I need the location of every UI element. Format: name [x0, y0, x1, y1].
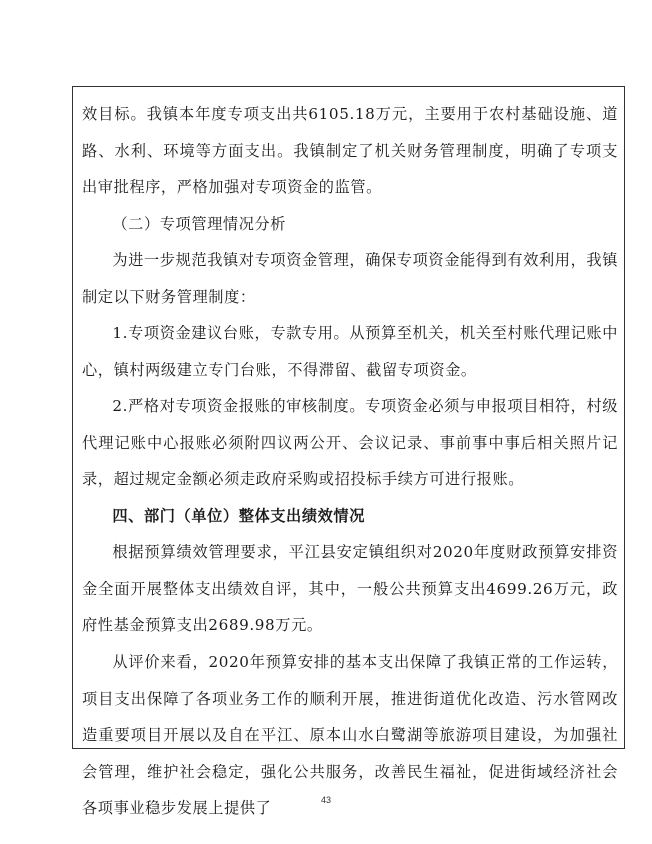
paragraph-3: 根据预算绩效管理要求，平江县安定镇组织对2020年度财政预算安排资金全面开展整体支出绩效自评，其中，一般公共预算支出4699.26万元，政府性基金预算支出2689.98万元。 [82, 543, 618, 635]
paragraph-item-1: 1.专项资金建议台账，专款专用。从预算至机关，机关至村账代理记账中心，镇村两级建立专门台账，不得滞留、截留专项资金。 [82, 324, 618, 379]
paragraph-item-2: 2.严格对专项资金报账的审核制度。专项资金必须与申报项目相符，村级代理记账中心报账必须附四议两公开、会议记录、事前事中事后相关照片记录，超过规定金额必须走政府采购或招投标手续方可进行报账。 [82, 397, 618, 489]
section-heading-4: 四、部门（单位）整体支出绩效情况 [112, 507, 365, 525]
paragraph-1: 效目标。我镇本年度专项支出共6105.18万元，主要用于农村基础设施、道路、水利、环境等方面支出。我镇制定了机关财务管理制度，明确了专项支出审批程序，严格加强对专项资金的监管。 [82, 105, 618, 197]
paragraph-2: 为进一步规范我镇对专项资金管理，确保专项资金能得到有效利用，我镇制定以下财务管理制度： [82, 251, 618, 306]
section-heading-2: （二）专项管理情况分析 [112, 215, 287, 233]
paragraph-4: 从评价来看，2020年预算安排的基本支出保障了我镇正常的工作运转，项目支出保障了各项业务工作的顺利开展，推进街道优化改造、污水管网改造重要项目开展以及自在平江、原本山水白鹭湖等旅游项目建设，为加强社会管理，维护社会稳定，强化公共服务，改善民生福祉，促进街域经济社会各项事业稳步发展上提供了 [82, 653, 618, 818]
page-number: 43 [320, 795, 331, 805]
